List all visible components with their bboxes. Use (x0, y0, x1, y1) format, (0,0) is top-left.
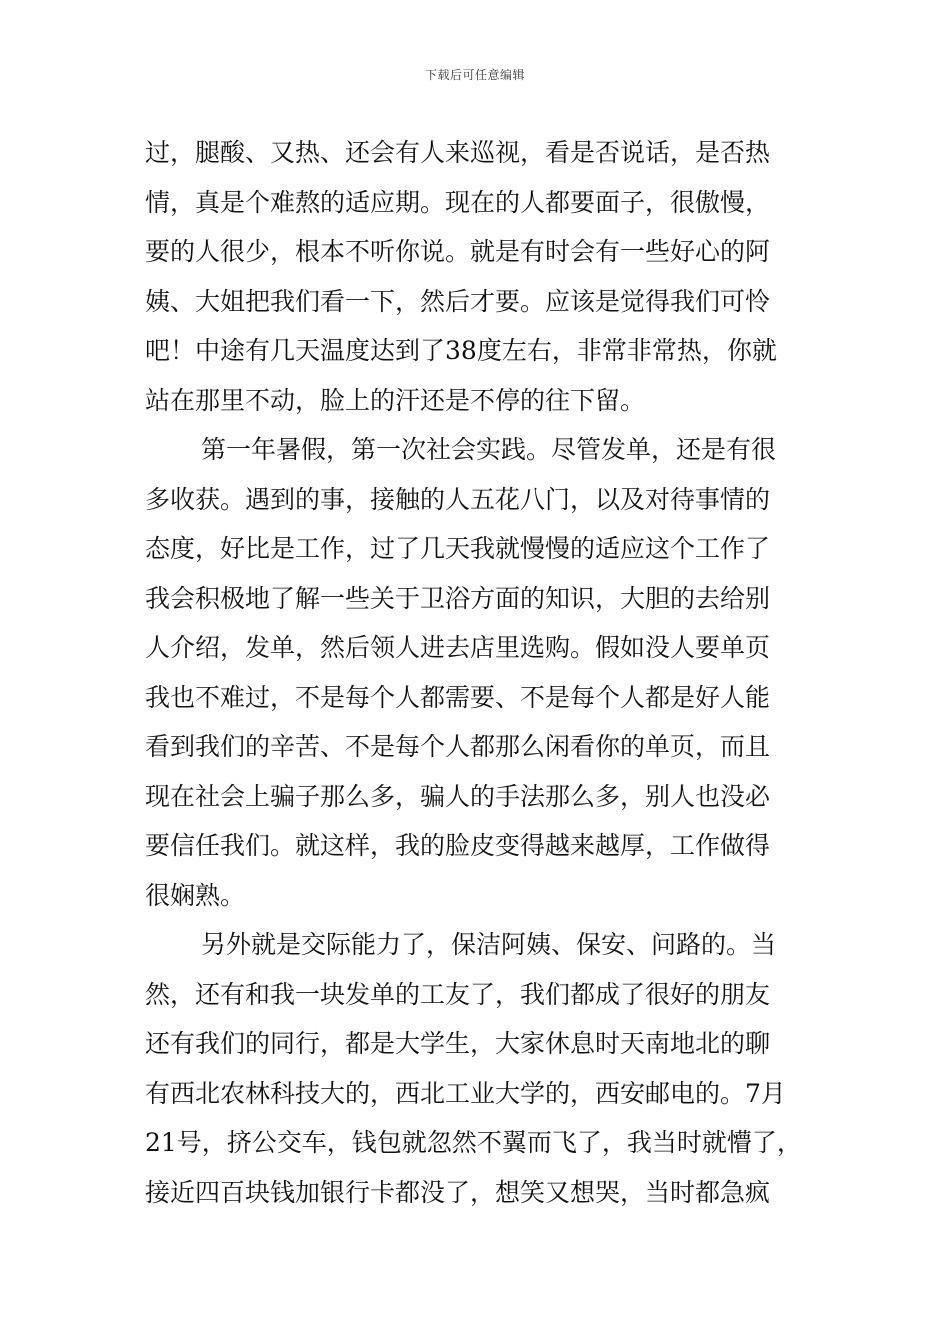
text-line: 另外就是交际能力了，保洁阿姨、保安、问路的。当 (201, 930, 777, 959)
text-line: 我也不难过，不是每个人都需要、不是每个人都是好人能 (145, 682, 771, 712)
paragraph-1 (145, 128, 825, 425)
text-line: 有西北农林科技大的，西北工业大学的，西安邮电的。7月 (145, 1078, 786, 1108)
document-body (145, 128, 825, 1217)
text-line: 姨、大姐把我们看一下，然后才要。应该是觉得我们可怜 (145, 286, 771, 316)
text-line: 吧！中途有几天温度达到了38度左右，非常非常热，你就 (145, 336, 777, 365)
text-line: 情，真是个难熬的适应期。现在的人都要面子，很傲慢， (145, 187, 771, 217)
text-line: 站在那里不动，脸上的汗还是不停的往下留。 (145, 385, 646, 415)
paragraph-2 (145, 425, 825, 920)
text-line: 还有我们的同行，都是大学生，大家休息时天南地北的聊 (145, 1029, 771, 1058)
text-line: 态度，好比是工作，过了几天我就慢慢的适应这个工作了 (145, 534, 771, 563)
text-line: 很娴熟。 (145, 880, 246, 910)
text-line: 接近四百块钱加银行卡都没了，想笑又想哭，当时都急疯 (145, 1177, 771, 1207)
page-header: 下载后可任意编辑 (424, 68, 525, 82)
text-line: 第一年暑假，第一次社会实践。尽管发单，还是有很 (201, 435, 777, 464)
text-line: 看到我们的辛苦、不是每个人都那么闲看你的单页，而且 (145, 732, 771, 761)
text-line: 要信任我们。就这样，我的脸皮变得越来越厚，工作做得 (145, 831, 771, 860)
text-line: 要的人很少，根本不听你说。就是有时会有一些好心的阿 (145, 237, 771, 266)
text-line: 21号，挤公交车，钱包就忽然不翼而飞了，我当时就懵了， (145, 1128, 802, 1157)
text-line: 然，还有和我一块发单的工友了，我们都成了很好的朋友 (145, 979, 771, 1009)
text-line: 我会积极地了解一些关于卫浴方面的知识，大胆的去给别 (145, 583, 771, 613)
text-line: 现在社会上骗子那么多，骗人的手法那么多，别人也没必 (145, 781, 771, 811)
paragraph-3 (145, 920, 825, 1217)
text-line: 多收获。遇到的事，接触的人五花八门，以及对待事情的 (145, 484, 771, 514)
text-line: 人介绍，发单，然后领人进去店里选购。假如没人要单页 (145, 633, 771, 662)
text-line: 过，腿酸、又热、还会有人来巡视，看是否说话，是否热 (145, 138, 771, 167)
